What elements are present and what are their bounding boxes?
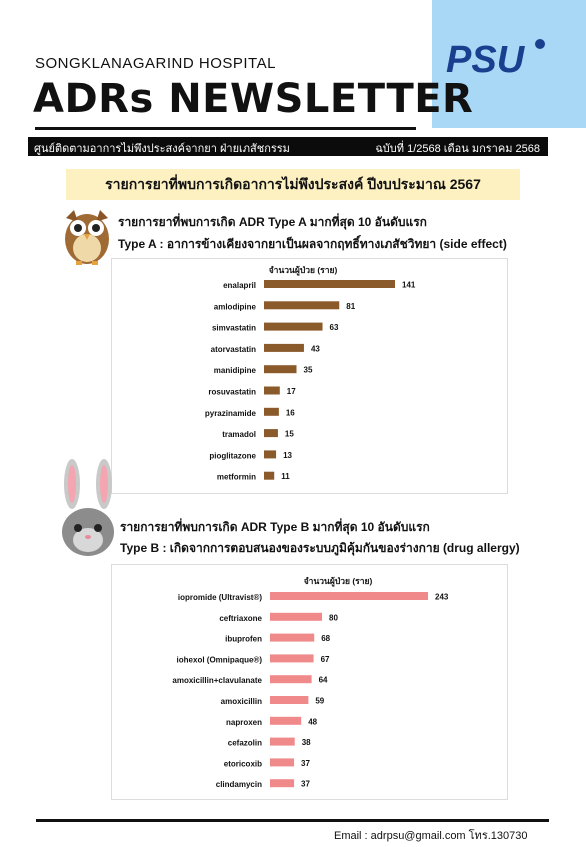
data-label: 243 (435, 592, 449, 602)
bar (270, 717, 301, 725)
footer-divider (36, 819, 549, 822)
bar (264, 387, 280, 395)
hospital-name: SONGKLANAGARIND HOSPITAL (35, 55, 276, 72)
data-label: 37 (301, 779, 310, 789)
category-label: amlodipine (213, 302, 256, 312)
category-label: amoxicillin+clavulanate (172, 676, 262, 686)
newsletter-title: ADRs NEWSLETTER (33, 76, 474, 122)
section-banner: รายการยาที่พบการเกิดอาการไม่พึงประสงค์ ปีงบประมาณ 2567 (66, 169, 520, 200)
bar (264, 472, 274, 480)
bunny-icon (52, 458, 124, 563)
bar (264, 450, 276, 458)
chart-type-a-frame (111, 258, 508, 494)
chart-type-b-frame (111, 564, 508, 800)
category-label: enalapril (223, 281, 256, 290)
issue-text: ฉบับที่ 1/2568 เดือน มกราคม 2568 (375, 143, 540, 155)
bar (264, 365, 297, 373)
bar (270, 696, 308, 704)
chart-title: จำนวนผู้ป่วย (ราย) (303, 576, 373, 586)
category-label: iopromide (Ultravist®) (177, 593, 262, 602)
bar (264, 323, 323, 331)
info-bar (28, 137, 548, 156)
category-label: simvastatin (211, 323, 256, 333)
category-label: amoxicillin (220, 697, 262, 706)
bar (270, 634, 314, 642)
category-label: naproxen (225, 717, 262, 727)
bar (270, 779, 294, 787)
logo-text: PSU (446, 39, 525, 81)
section-a-heading: รายการยาที่พบการเกิด ADR Type A มากที่สุด 10 อันดับแรก (118, 215, 427, 229)
category-label: tramadol (222, 430, 256, 440)
data-label: 15 (284, 429, 294, 439)
category-label: clindamycin (215, 780, 262, 790)
bar (264, 280, 395, 288)
data-label: 17 (286, 387, 296, 396)
data-label: 13 (283, 450, 292, 460)
data-label: 11 (281, 472, 290, 482)
title-divider (35, 127, 416, 130)
bar (270, 654, 314, 662)
data-label: 48 (308, 717, 318, 727)
category-label: iohexol (Omnipaque®) (176, 655, 262, 665)
data-label: 64 (318, 675, 328, 685)
data-label: 63 (329, 323, 339, 333)
data-label: 35 (303, 365, 313, 375)
data-label: 38 (301, 738, 311, 748)
bar (270, 613, 322, 621)
footer-contact: Email : adrpsu@gmail.com โทร.130730 (334, 830, 528, 842)
data-label: 80 (329, 613, 338, 623)
category-label: cefazolin (227, 738, 262, 748)
owl-icon (60, 206, 114, 271)
category-label: atorvastatin (210, 344, 256, 354)
data-label: 59 (315, 696, 325, 706)
category-label: pyrazinamide (204, 408, 256, 418)
data-label: 43 (310, 344, 320, 354)
section-b-subheading: Type B : เกิดจากการตอบสนองของระบบภูมิคุ้มกันของร่างกาย (drug allergy) (120, 541, 520, 555)
bar (270, 675, 312, 683)
bar (264, 301, 339, 309)
chart-type-b (112, 565, 507, 799)
category-label: etoricoxib (223, 759, 262, 769)
department-text: ศูนย์ติดตามอาการไม่พึงประสงค์จากยา ฝ่ายเภสัชกรรม (34, 143, 290, 155)
bar (264, 344, 304, 352)
data-label: 68 (321, 634, 331, 644)
data-label: 81 (346, 301, 356, 311)
category-label: rosuvastatin (208, 387, 256, 397)
category-label: manidipine (213, 366, 256, 376)
data-label: 141 (402, 280, 416, 290)
category-label: pioglitazone (209, 451, 256, 461)
chart-type-a (112, 259, 507, 493)
bar (270, 592, 428, 600)
data-label: 67 (320, 654, 330, 664)
data-label: 16 (285, 408, 295, 418)
chart-title: จำนวนผู้ป่วย (ราย) (268, 265, 338, 275)
bar (270, 738, 295, 746)
category-label: ceftriaxone (219, 613, 262, 623)
section-a-subheading: Type A : อาการข้างเคียงจากยาเป็นผลจากฤทธิ์ทางเภสัชวิทยา (side effect) (118, 237, 507, 251)
category-label: ibuprofen (225, 634, 262, 644)
bar (264, 429, 278, 437)
category-label: metformin (216, 472, 256, 482)
bar (270, 758, 294, 766)
data-label: 37 (301, 758, 310, 768)
bar (264, 408, 279, 416)
section-b-heading: รายการยาที่พบการเกิด ADR Type B มากที่สุด 10 อันดับแรก (120, 520, 430, 534)
